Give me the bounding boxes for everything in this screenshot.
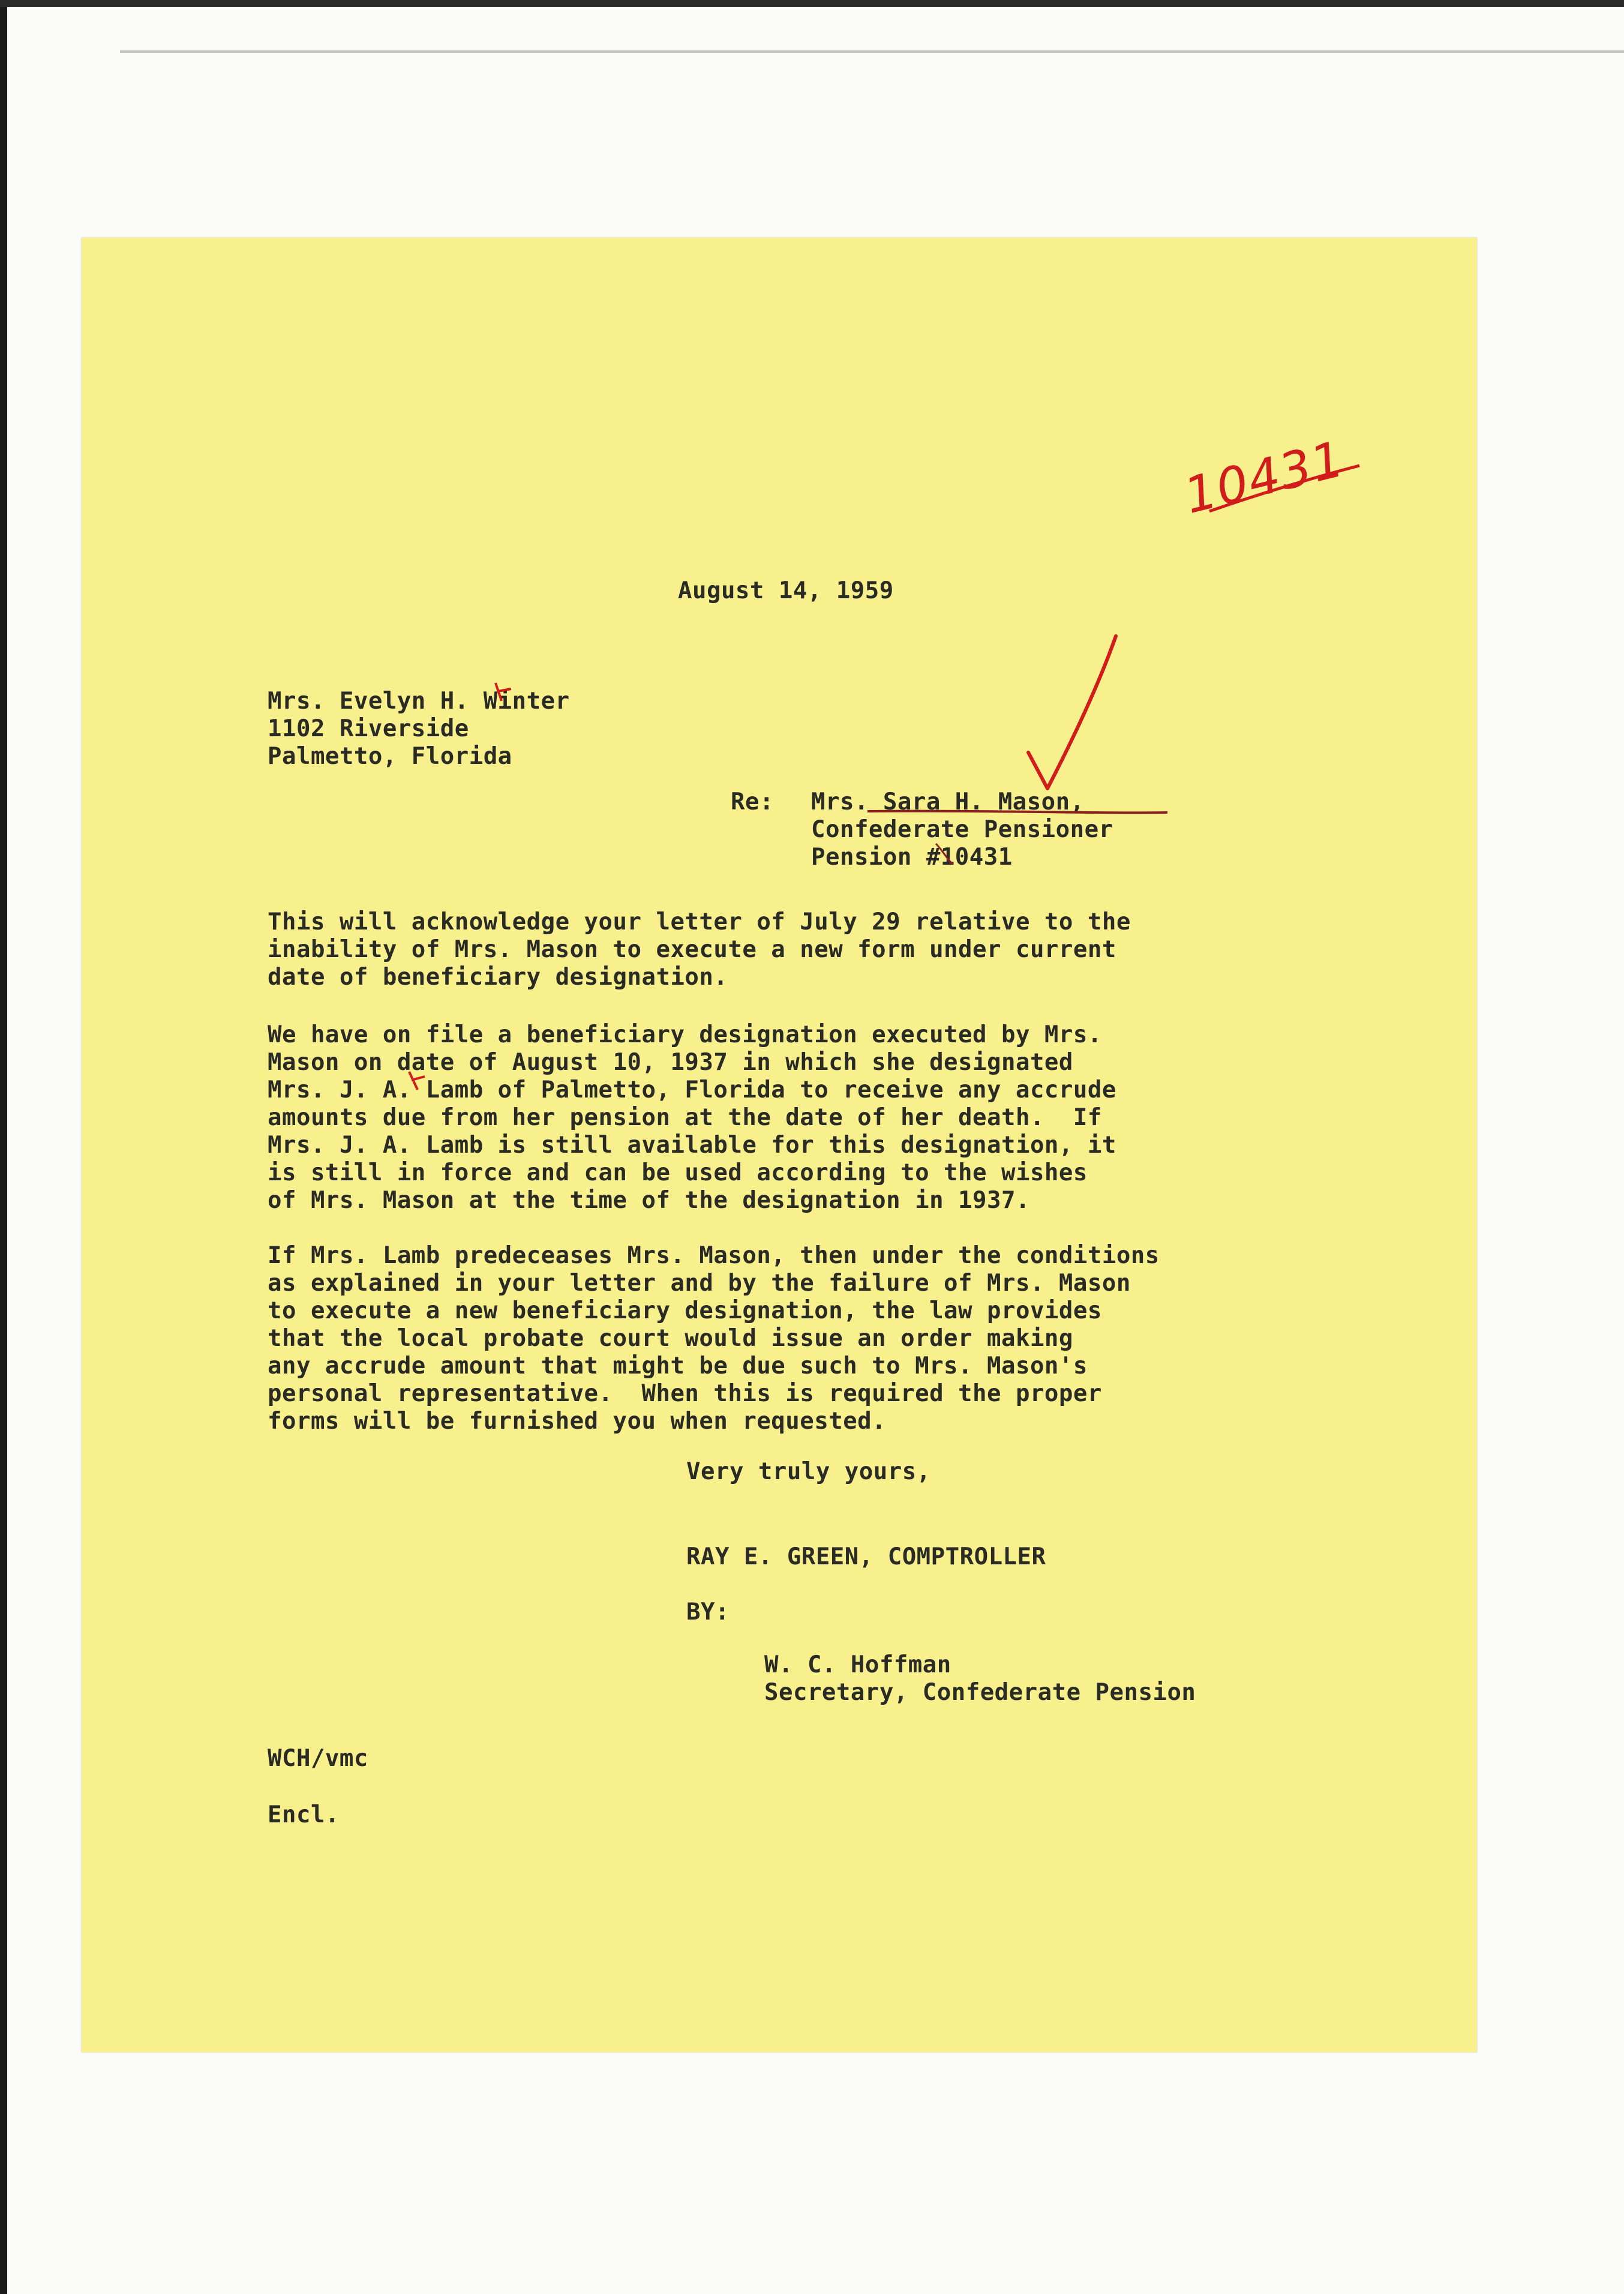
paragraph-line: Mason on date of August 10, 1937 in which she designated	[268, 1049, 1073, 1076]
signature-company: RAY E. GREEN, COMPTROLLER	[686, 1543, 1046, 1570]
re-line-2: Confederate Pensioner	[811, 816, 1113, 843]
paragraph-line: as explained in your letter and by the failure of Mrs. Mason	[268, 1270, 1131, 1297]
reference-initials: WCH/vmc	[268, 1745, 368, 1772]
caret-mark	[409, 1072, 425, 1090]
paragraph-line: Mrs. J. A. Lamb of Palmetto, Florida to receive any accrude	[268, 1076, 1116, 1103]
re-label: Re:	[731, 788, 774, 815]
paragraph-line: any accrude amount that might be due such to Mrs. Mason's	[268, 1353, 1088, 1380]
closing: Very truly yours,	[686, 1458, 931, 1485]
paragraph-line: is still in force and can be used according to the wishes	[268, 1159, 1088, 1186]
paragraph-line: If Mrs. Lamb predeceases Mrs. Mason, then under the conditions	[268, 1242, 1160, 1269]
recipient-city: Palmetto, Florida	[268, 743, 512, 770]
red-ink-marks	[82, 238, 1477, 2052]
paragraph-line: of Mrs. Mason at the time of the designation in 1937.	[268, 1187, 1030, 1214]
paragraph-line: We have on file a beneficiary designation executed by Mrs.	[268, 1021, 1102, 1048]
recipient-street: 1102 Riverside	[268, 715, 469, 742]
handwritten-file-number: 10431	[1179, 430, 1350, 525]
paragraph-line: inability of Mrs. Mason to execute a new form under current	[268, 936, 1116, 963]
checkmark-icon	[1028, 636, 1116, 788]
file-number-underline	[1209, 466, 1359, 511]
signature-by: BY:	[686, 1599, 730, 1626]
scanner-frame-left	[0, 0, 7, 2294]
paragraph-line: Mrs. J. A. Lamb is still available for this designation, it	[268, 1132, 1116, 1159]
paragraph-line: personal representative. When this is required the proper	[268, 1380, 1102, 1407]
paragraph-line: date of beneficiary designation.	[268, 964, 728, 991]
signer-name: W. C. Hoffman	[764, 1651, 951, 1678]
re-line-1: Mrs. Sara H. Mason,	[811, 788, 1085, 815]
paragraph-line: amounts due from her pension at the date of her death. If	[268, 1104, 1102, 1131]
letter-sheet	[82, 238, 1477, 2052]
letter-date: August 14, 1959	[678, 577, 894, 604]
signer-title: Secretary, Confederate Pension	[764, 1679, 1196, 1706]
re-line-3: Pension #10431	[811, 844, 1013, 871]
enclosure-note: Encl.	[268, 1801, 340, 1828]
scanner-frame-top	[0, 0, 1624, 7]
scanner-edge-line	[120, 50, 1624, 53]
pension-number-ink	[936, 844, 953, 864]
paragraph-line: that the local probate court would issue an order making	[268, 1325, 1073, 1352]
re-name-underline	[867, 811, 1167, 813]
recipient-name: Mrs. Evelyn H. Winter	[268, 688, 570, 715]
paragraph-line: to execute a new beneficiary designation, the law provides	[268, 1297, 1102, 1324]
paragraph-line: forms will be furnished you when requested.	[268, 1408, 887, 1435]
paragraph-line: This will acknowledge your letter of July 29 relative to the	[268, 908, 1131, 935]
caret-mark	[496, 683, 511, 701]
